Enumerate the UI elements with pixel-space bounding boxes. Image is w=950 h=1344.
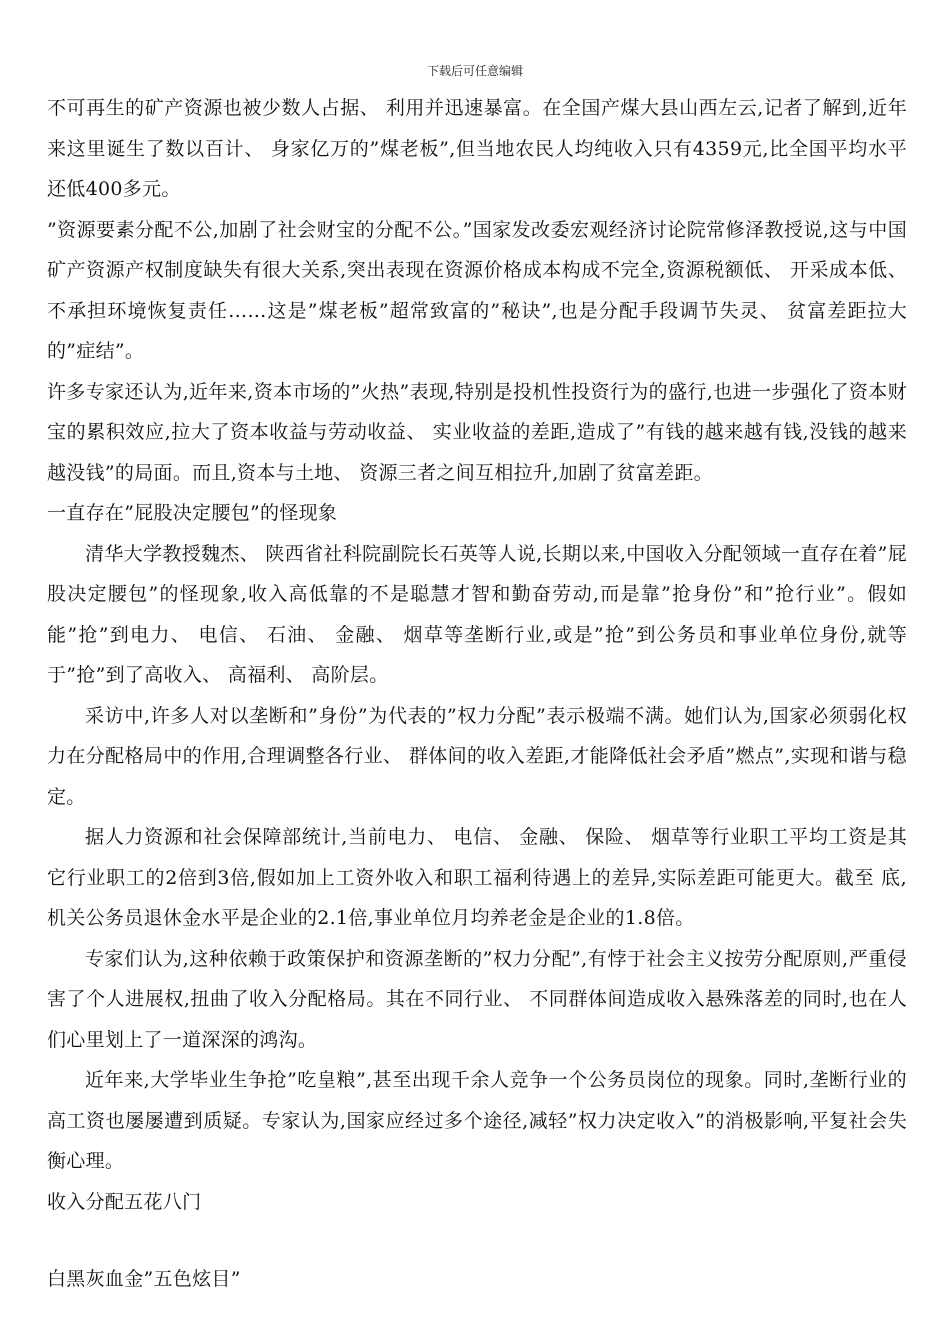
paragraph-statistics: 据人力资源和社会保障部统计,当前电力、 电信、 金融、 保险、 烟草等行业职工平均工资是其它行业职工的2倍到3倍,假如加上工资外收入和职工福利待遇上的差异,实际差距可能更大。截至 底,机关公务员退休金水平是企业的2.1倍,事业单位月均养老金是企业的1.8倍。 — [47, 826, 907, 929]
document-body — [47, 88, 907, 1300]
section-heading-five-colors: 白黑灰血金”五色炫目” — [47, 1268, 241, 1290]
paragraph-civil-service: 近年来,大学毕业生争抢”吃皇粮”,甚至出现千余人竞争一个公务员岗位的现象。同时,垄断行业的高工资也屡屡遭到质疑。专家认为,国家应经过多个途径,减轻”权力决定收入”的消极影响,平复社会失衡心理。 — [47, 1069, 907, 1172]
paragraph-mineral-resources: 不可再生的矿产资源也被少数人占据、 利用并迅速暴富。在全国产煤大县山西左云,记者了解到,近年来这里诞生了数以百计、 身家亿万的”煤老板”,但当地农民人均纯收入只有4359元,比全国平均水平还低400多元。 — [47, 97, 907, 200]
paragraph-expert-opinion: 专家们认为,这种依赖于政策保护和资源垄断的”权力分配”,有悖于社会主义按劳分配原则,严重侵害了个人进展权,扭曲了收入分配格局。其在不同行业、 不同群体间造成收入悬殊落差的同时,也在人们心里划上了一道深深的鸿沟。 — [47, 947, 907, 1051]
paragraph-resource-allocation: ”资源要素分配不公,加剧了社会财宝的分配不公。”国家发改委宏观经济讨论院常修泽教授说,这与中国矿产资源产权制度缺失有很大关系,突出表现在资源价格成本构成不完全,资源税额低、 开采成本低、 不承担环境恢复责任……这是”煤老板”超常致富的”秘诀”,也是分配手段调节失灵、 贫富差距拉大的”症结”。 — [47, 218, 907, 362]
paragraph-capital-market: 许多专家还认为,近年来,资本市场的”火热”表现,特别是投机性投资行为的盛行,也进一步强化了资本财宝的累积效应,拉大了资本收益与劳动收益、 实业收益的差距,造成了”有钱的越来越有钱,没钱的越来越没钱”的局面。而且,资本与土地、 资源三者之间互相拉升,加剧了贫富差距。 — [47, 380, 907, 484]
paragraph-power-distribution: 采访中,许多人对以垄断和”身份”为代表的”权力分配”表示极端不满。她们认为,国家必须弱化权力在分配格局中的作用,合理调整各行业、 群体间的收入差距,才能降低社会矛盾”燃点”,实现和谐与稳定。 — [47, 704, 907, 808]
section-heading-income-distribution: 收入分配五花八门 — [47, 1190, 202, 1213]
paragraph-position-decides-income: 清华大学教授魏杰、 陕西省社科院副院长石英等人说,长期以来,中国收入分配领域一直存在着”屁股决定腰包”的怪现象,收入高低靠的不是聪慧才智和勤奋劳动,而是靠”抢身份”和”抢行业”。假如能”抢”到电力、 电信、 石油、 金融、 烟草等垄断行业,或是”抢”到公务员和事业单位身份,就等于”抢”到了高收入、 高福利、 高阶层。 — [47, 542, 907, 686]
section-heading-position-decides-income: 一直存在”屁股决定腰包”的怪现象 — [47, 502, 338, 524]
page-header: 下载后可任意编辑 — [426, 64, 523, 78]
